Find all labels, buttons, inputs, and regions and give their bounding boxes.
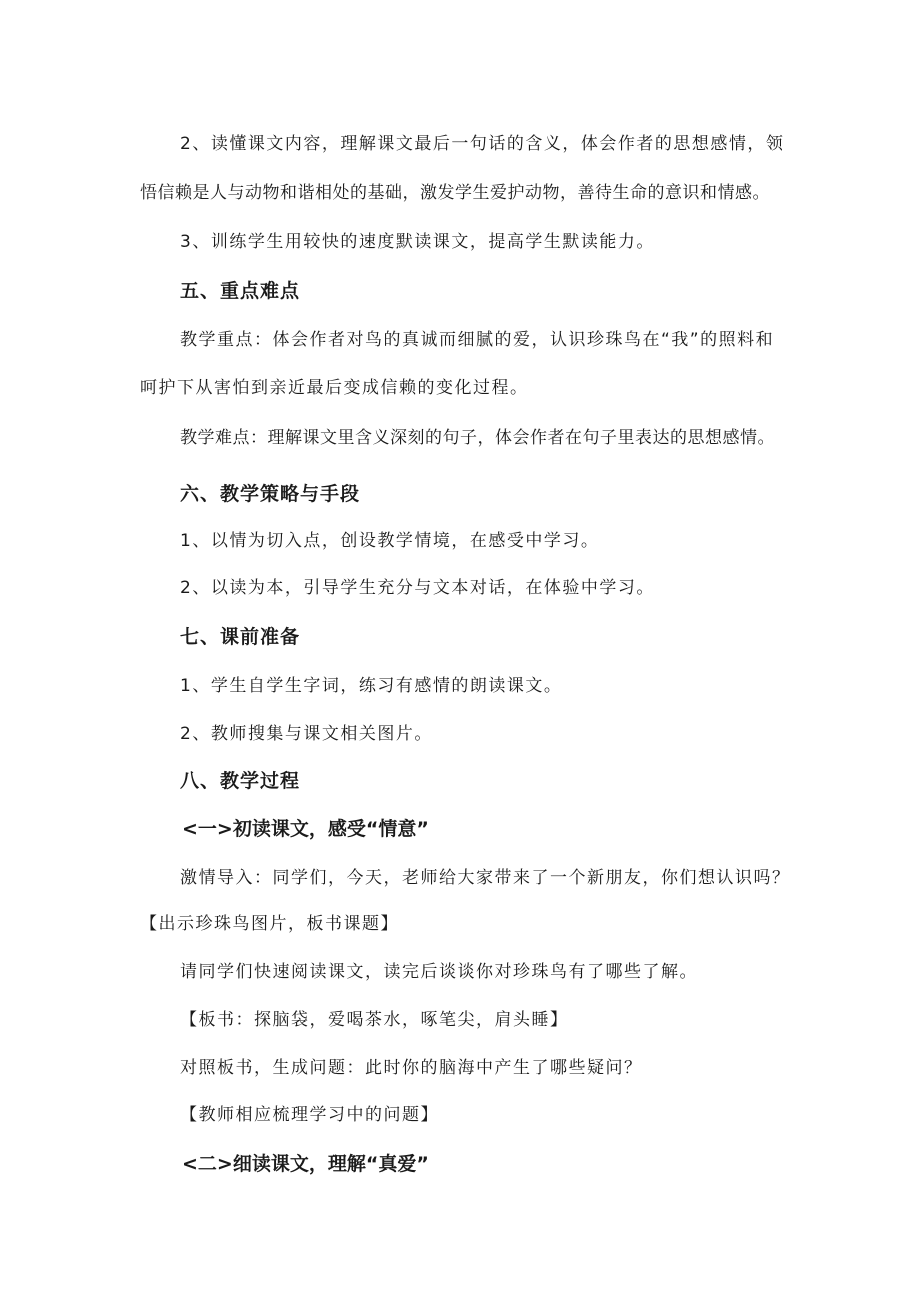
strategy-1: 1、以情为切入点，创设教学情境，在感受中学习。 — [180, 531, 600, 551]
difficulty: 教学难点：理解课文里含义深刻的句子，体会作者在句子里表达的思想感情。 — [180, 428, 775, 448]
question-prompt: 对照板书，生成问题：此时你的脑海中产生了哪些疑问？ — [180, 1058, 643, 1078]
prep-2: 2、教师搜集与课文相关图片。 — [180, 724, 433, 744]
section-5-title: 五、重点难点 — [180, 280, 301, 302]
section-7-title: 七、课前准备 — [180, 626, 301, 648]
section-8-title: 八、教学过程 — [180, 770, 301, 792]
board-note: 【板书：探脑袋，爱喝茶水，啄笔尖，肩头睡】 — [180, 1010, 569, 1030]
intro-line-2: 【出示珍珠鸟图片，板书课题】 — [140, 914, 399, 934]
goal-2-line-2: 悟信赖是人与动物和谐相处的基础，激发学生爱护动物，善待生命的意识和情感。 — [140, 183, 770, 203]
teacher-note: 【教师相应梳理学习中的问题】 — [180, 1105, 439, 1125]
intro-line-1: 激情导入：同学们，今天，老师给大家带来了一个新朋友，你们想认识吗？ — [180, 868, 791, 888]
key-point-line-2: 呵护下从害怕到亲近最后变成信赖的变化过程。 — [140, 378, 529, 398]
goal-3: 3、训练学生用较快的速度默读课文，提高学生默读能力。 — [180, 232, 655, 252]
step-2-title: <二>细读课文，理解“真爱” — [182, 1153, 429, 1175]
section-6-title: 六、教学策略与手段 — [180, 483, 361, 505]
prep-1: 1、学生自学生字词，练习有感情的朗读课文。 — [180, 676, 563, 696]
step-1-title: <一>初读课文，感受“情意” — [182, 818, 429, 840]
goal-2-line-1: 2、读懂课文内容，理解课文最后一句话的含义，体会作者的思想感情，领 — [180, 134, 785, 154]
strategy-2: 2、以读为本，引导学生充分与文本对话，在体验中学习。 — [180, 578, 655, 598]
key-point-line-1: 教学重点：体会作者对鸟的真诚而细腻的爱，认识珍珠鸟在“我”的照料和 — [180, 330, 775, 350]
read-prompt: 请同学们快速阅读课文，读完后谈谈你对珍珠鸟有了哪些了解。 — [180, 962, 698, 982]
